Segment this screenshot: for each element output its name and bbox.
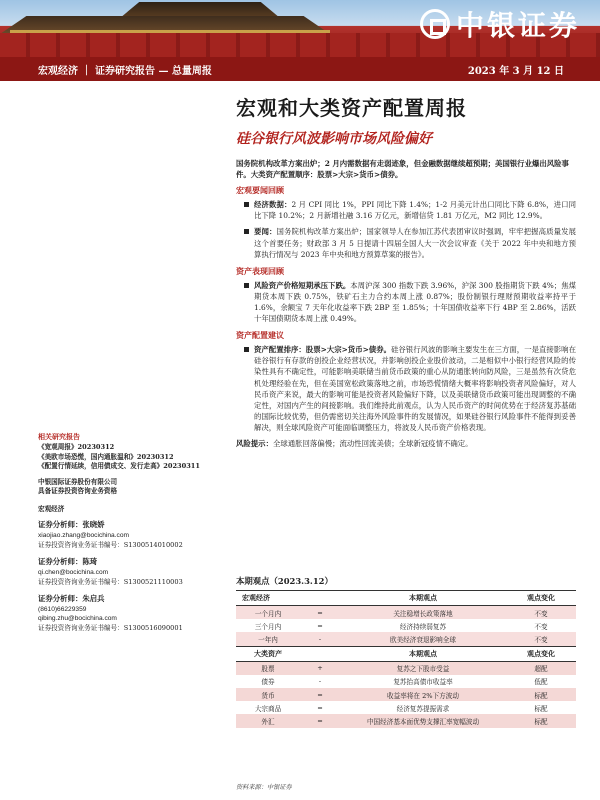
- table-cell: 债券: [261, 678, 275, 687]
- table-cell: 一个月内: [236, 606, 300, 620]
- table-row: [236, 619, 576, 632]
- bullet-news: [236, 226, 576, 259]
- sidebar: [38, 432, 228, 640]
- bullet-square-icon: [244, 202, 249, 207]
- table-header: 宏观经济: [236, 591, 300, 606]
- table-cell: 中国经济基本面优势支撑汇率宽幅波动: [340, 714, 506, 727]
- table-cell: 标配: [534, 704, 548, 713]
- analyst-role: 证券分析师：: [38, 557, 83, 567]
- palace-roof-top: [120, 2, 280, 18]
- table-cell: 标配: [506, 688, 576, 701]
- table-cell: =: [317, 621, 323, 630]
- report-category-label: 宏观经济: [38, 504, 65, 513]
- table-cell: +: [300, 661, 340, 675]
- related-reports-title: 相关研究报告: [38, 432, 80, 441]
- table-cell: 经济复苏提振需求: [396, 704, 450, 713]
- analyst-email[interactable]: qi.chen@bocichina.com: [38, 568, 109, 576]
- table-header: 本期观点: [340, 646, 506, 661]
- table-cell: 关注稳增长政策落地: [340, 606, 506, 620]
- bullet-lead: 经济数据：: [254, 200, 292, 210]
- table-cell: 股票: [236, 661, 300, 675]
- analyst-role: 证券分析师：: [38, 594, 83, 604]
- table-header: 大类资产: [236, 646, 300, 661]
- table-header: [300, 591, 340, 606]
- table-header-row: [236, 591, 576, 606]
- bullet-text: 本周沪深 300 指数下跌 3.96%，沪深 300 股指期货下跌 4%；焦煤期货本周下跌 0.75%，铁矿石主力合约本周上涨 0.87%；股份制银行理财预期收益率持平于 1.6%，余额宝 7 天年化收益率下跌 2BP 至 1.85%；十年国债收益率下行 4BP 至 2.86%，活跃十年国债期货本周上涨 0.49%。: [254, 280, 576, 324]
- table-row: [236, 701, 576, 714]
- section-title-asset-performance: 资产表现回顾: [236, 265, 284, 276]
- bullet-square-icon: [244, 347, 249, 352]
- bullet-lead: 风险资产价格短期承压下跌。: [254, 280, 351, 290]
- table-cell: 超配: [506, 661, 576, 675]
- table-cell: 三个月内: [254, 622, 282, 631]
- report-subtitle: 硅谷银行风波影响市场风险偏好: [236, 131, 432, 147]
- table-header: 观点变化: [506, 591, 576, 606]
- table-header-row: [236, 646, 576, 661]
- table-cell: 大宗商品: [254, 704, 282, 713]
- analyst-cert: 证券投资咨询业务证书编号：S1300521110003: [38, 577, 183, 586]
- table-header: [300, 646, 340, 661]
- table-row: [236, 714, 576, 727]
- bullet-economic-data: [236, 199, 576, 221]
- table-cell: 经济持续弱复苏: [399, 622, 447, 631]
- table-cell: -: [318, 677, 322, 686]
- table-cell: 不变: [534, 622, 548, 631]
- table-cell: 收益率将在 2%下方波动: [340, 688, 506, 701]
- table-cell: 复苏抬高债市收益率: [393, 678, 453, 687]
- brand: [420, 4, 580, 44]
- table-row: [236, 661, 576, 675]
- related-report-link[interactable]: 《宽观周报》20230312: [38, 443, 115, 452]
- analyst-card: [38, 520, 228, 550]
- bullet-text: 2 月 CPI 同比 1%，PPI 同比下降 1.4%；1-2 月美元计出口同比下降 6.8%，进口同比下降 10.2%；2 月新增社融 3.16 万亿元，新增信贷 1.81 万亿元，M2 同比 12.9%。: [254, 200, 576, 221]
- table-row: [236, 675, 576, 688]
- related-report-link[interactable]: 《配置行情延续，信用债成交、发行走高》20230311: [38, 462, 200, 471]
- analyst-email[interactable]: qibing.zhu@bocichina.com: [38, 615, 117, 623]
- views-table: [236, 590, 576, 728]
- analyst-email[interactable]: xiaojiao.zhang@bocichina.com: [38, 532, 129, 540]
- report-title: 宏观和大类资产配置周报: [236, 96, 467, 120]
- risk-lead: 风险提示：: [236, 439, 273, 449]
- section-title-macro-news: 宏观要闻回顾: [236, 185, 284, 196]
- risk-warning: [236, 438, 576, 449]
- bullet-square-icon: [244, 229, 249, 234]
- related-report-link[interactable]: 《美欧市场恐慌，国内通胀温和》20230312: [38, 452, 174, 461]
- table-cell: 不变: [506, 606, 576, 620]
- bullet-text: 硅谷银行风波的影响主要发生在三方面，一是直接影响在硅谷银行有存款的创投企业经营状况，并影响创投企业股价波动，二是相似中小银行经营风险的传染性具有不确定性，可能影响美联储当前货币政策的重心从防通胀转向防风险，三是虽然有次贷危机处理经验在先，但在美国宽松政策落地之前，市场恐慌情绪大概率将影响投资者风险偏好，对人民币资产来说，最大的影响可能是投资者风险偏好下降，以及美联储货币政策可能出现调整的不确定性，对国内产生的间接影响。我们维持此前观点，认为人民币资产的时间优势在于经济复苏基础的国际比较优势，但仍需密切关注海外风险事件的发展情况，如果硅谷银行风险事件不能得到妥善解决，则全球风险资产可能面临调整压力，将波及人民币资产价格表现。: [254, 345, 576, 432]
- table-cell: =: [317, 703, 323, 712]
- report-category: 宏观经济 ｜ 证券研究报告 — 总量周报: [38, 65, 212, 77]
- views-table-title: 本期观点（2023.3.12）: [236, 576, 333, 586]
- section-title-allocation: 资产配置建议: [236, 330, 284, 341]
- table-row: [236, 606, 576, 620]
- brand-name: 中银证券: [455, 9, 580, 42]
- institution-name: 中银国际证券股份有限公司 具备证券投资咨询业务资格: [38, 477, 118, 496]
- bank-logo-icon: [420, 9, 450, 39]
- bullet-lead: 资产配置排序：股票>大宗>货币>债券。: [254, 345, 391, 355]
- report-body: [236, 158, 576, 449]
- risk-text: 全球通胀回落偏慢；流动性回流美债；全球新冠疫情不确定。: [272, 439, 473, 449]
- table-source-note: 资料来源：中银证券: [236, 784, 292, 791]
- analyst-name: 朱启兵: [82, 594, 105, 604]
- report-category-bar: [0, 57, 600, 81]
- analyst-name: 陈琦: [82, 557, 98, 567]
- report-summary: 国务院机构改革方案出炉；2 月内需数据有走弱迹象，但金融数据继续超预期；美国银行业爆出风险事件。大类资产配置顺序：股票>大宗>货币>债券。: [236, 159, 569, 180]
- bullet-asset-performance: [236, 280, 576, 324]
- analyst-card: [38, 594, 228, 633]
- table-cell: =: [300, 688, 340, 701]
- analyst-phone: (8610)66229359: [38, 605, 87, 613]
- analyst-card: [38, 557, 228, 587]
- table-cell: 货币: [236, 688, 300, 701]
- report-date: 2023 年 3 月 12 日: [467, 65, 564, 77]
- table-row: [236, 632, 576, 646]
- analyst-name: 张晓娇: [82, 520, 105, 530]
- header-banner: [0, 0, 600, 57]
- table-cell: =: [300, 606, 340, 620]
- table-header: 观点变化: [506, 646, 576, 661]
- table-cell: =: [300, 714, 340, 727]
- analyst-role: 证券分析师：: [38, 520, 83, 530]
- table-cell: 不变: [506, 632, 576, 646]
- bullet-text: 国务院机构改革方案出炉；国家领导人在参加江苏代表团审议时强调，牢牢把握高质量发展这个首要任务；财政部 3 月 5 日提请十四届全国人大一次会议审查《关于 2022 年中央和地方预算执行情况与 2023 年中央和地方预算草案的报告》。: [254, 227, 576, 259]
- table-cell: 复苏之下股市受益: [340, 661, 506, 675]
- table-header: 本期观点: [340, 591, 506, 606]
- analyst-cert: 证券投资咨询业务证书编号：S1300516090001: [38, 623, 183, 632]
- table-cell: 欧美经济衰退影响全球: [340, 632, 506, 646]
- table-cell: 标配: [506, 714, 576, 727]
- table-cell: -: [300, 632, 340, 646]
- bullet-allocation: [236, 344, 576, 433]
- table-cell: 低配: [534, 678, 548, 687]
- table-row: [236, 688, 576, 701]
- analyst-cert: 证券投资咨询业务证书编号：S1300514010002: [38, 540, 183, 549]
- bullet-square-icon: [244, 283, 249, 288]
- table-cell: 外汇: [236, 714, 300, 727]
- table-cell: 一年内: [236, 632, 300, 646]
- bullet-lead: 要闻：: [254, 227, 277, 237]
